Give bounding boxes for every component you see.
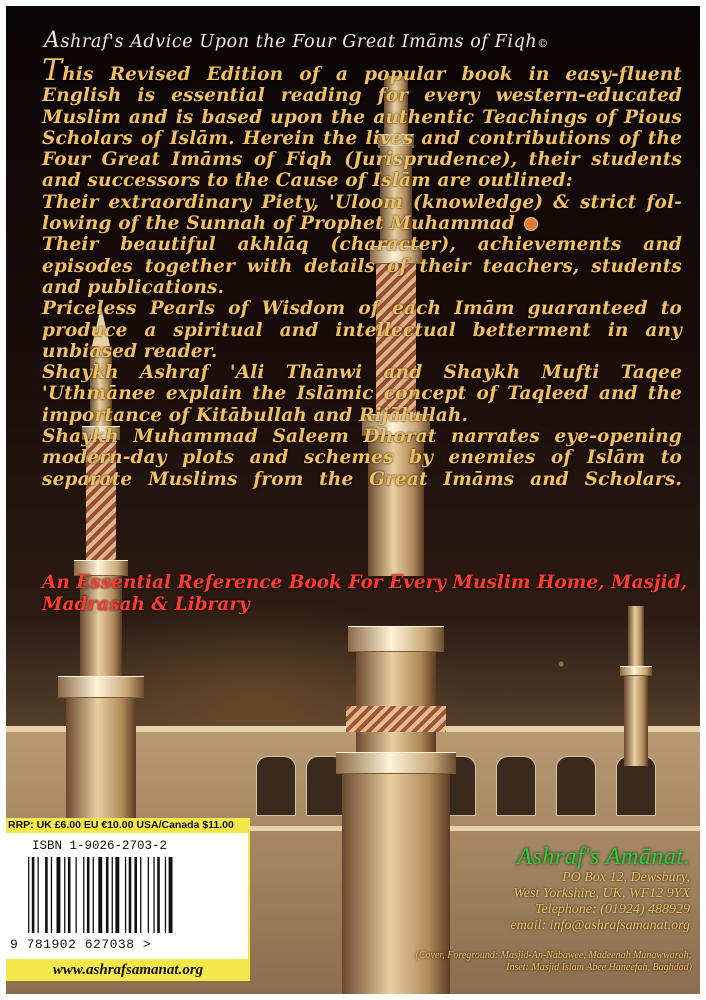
blurb-text	[42, 53, 682, 490]
ean-number: 9 781902 627038 >	[10, 937, 152, 952]
reference-line: Madrasah & Library	[42, 594, 250, 615]
blurb-line: modern-day plots and schemes by enemies of Islām to	[42, 447, 682, 469]
blurb-line: Their extraordinary Piety, 'Uloom (knowledge) & strict fol-	[42, 191, 682, 213]
blurb-line: separate Muslims from the Great Imāms and Scholars.	[42, 468, 682, 490]
book-back-cover	[6, 6, 700, 994]
blurb-line: Scholars of Islām. Herein the lives and contributions of the	[42, 127, 682, 149]
publisher-name: Ashraf's Amānat.	[517, 844, 690, 870]
title-text: shraf's Advice Upon the Four Great Imāms of Fiqh	[60, 32, 538, 52]
blurb-line: unbiased reader.	[42, 340, 218, 362]
website-link[interactable]: www.ashrafsamanat.org	[6, 959, 250, 981]
blurb-line: lowing of the Sunnah of Prophet Muhammad	[42, 213, 682, 234]
blurb-line: Four Great Imāms of Fiqh (Jurisprudence), their students	[42, 149, 682, 171]
blurb-line: importance of Kitābullah and Rijālullah.	[42, 404, 469, 426]
publisher-address: West Yorkshire, UK, WF12 9YX	[513, 886, 690, 901]
dropcap-letter: T	[42, 53, 63, 88]
salawat-icon	[524, 217, 538, 231]
blurb-line: Priceless Pearls of Wisdom of each Imām guaranteed to	[42, 298, 682, 320]
price-label: RRP: UK £6.00 EU €10.00 USA/Canada $11.00	[6, 818, 250, 833]
blurb-line: Their beautiful akhlāq (character), achievements and	[42, 234, 682, 256]
blurb-line: This Revised Edition of a popular book in easy-fluent	[42, 53, 682, 88]
barcode-icon	[26, 857, 230, 933]
title-initial: A	[44, 28, 61, 53]
blurb-line: 'Uthmānee explain the Islāmic concept of Taqleed and the	[42, 383, 682, 405]
barcode-panel	[6, 833, 250, 959]
blurb-line: Shaykh Muhammad Saleem Dhorat narrates eye-opening	[42, 426, 682, 448]
blurb-line: Shaykh Ashraf 'Ali Thānwi and Shaykh Mufti Taqee	[42, 362, 682, 384]
blurb-line: episodes together with details of their teachers, students	[42, 255, 682, 277]
publisher-address: PO Box 12, Dewsbury,	[562, 870, 690, 885]
reference-line: An Essential Reference Book For Every Muslim Home, Masjid,	[42, 572, 687, 593]
copyright-mark: ©	[537, 37, 549, 50]
right-minaret	[606, 606, 666, 766]
isbn-number: ISBN 1-9026-2703-2	[32, 839, 168, 853]
blurb-line: Muslim and is based upon the authentic Teachings of Pious	[42, 106, 682, 128]
publisher-block	[390, 844, 690, 934]
blurb-line: produce a spiritual and intellectual betterment in any	[42, 319, 682, 341]
publisher-email[interactable]: email: info@ashrafsamanat.org	[510, 918, 690, 933]
blurb-line: English is essential reading for every western-educated	[42, 85, 682, 107]
blurb-line: and successors to the Cause of Islām are outlined:	[42, 170, 573, 192]
publisher-phone: Telephone: (01924) 488929	[534, 902, 690, 917]
photo-credit: (Cover, Foreground: Masjid-An-Nabawee, Madeenah Munawwarah; Inset: Masjid Islam Abee Haneefah, Baghdad)	[415, 950, 692, 973]
blurb-line: and publications.	[42, 276, 225, 298]
reference-tagline	[42, 572, 687, 616]
book-title	[44, 28, 549, 53]
